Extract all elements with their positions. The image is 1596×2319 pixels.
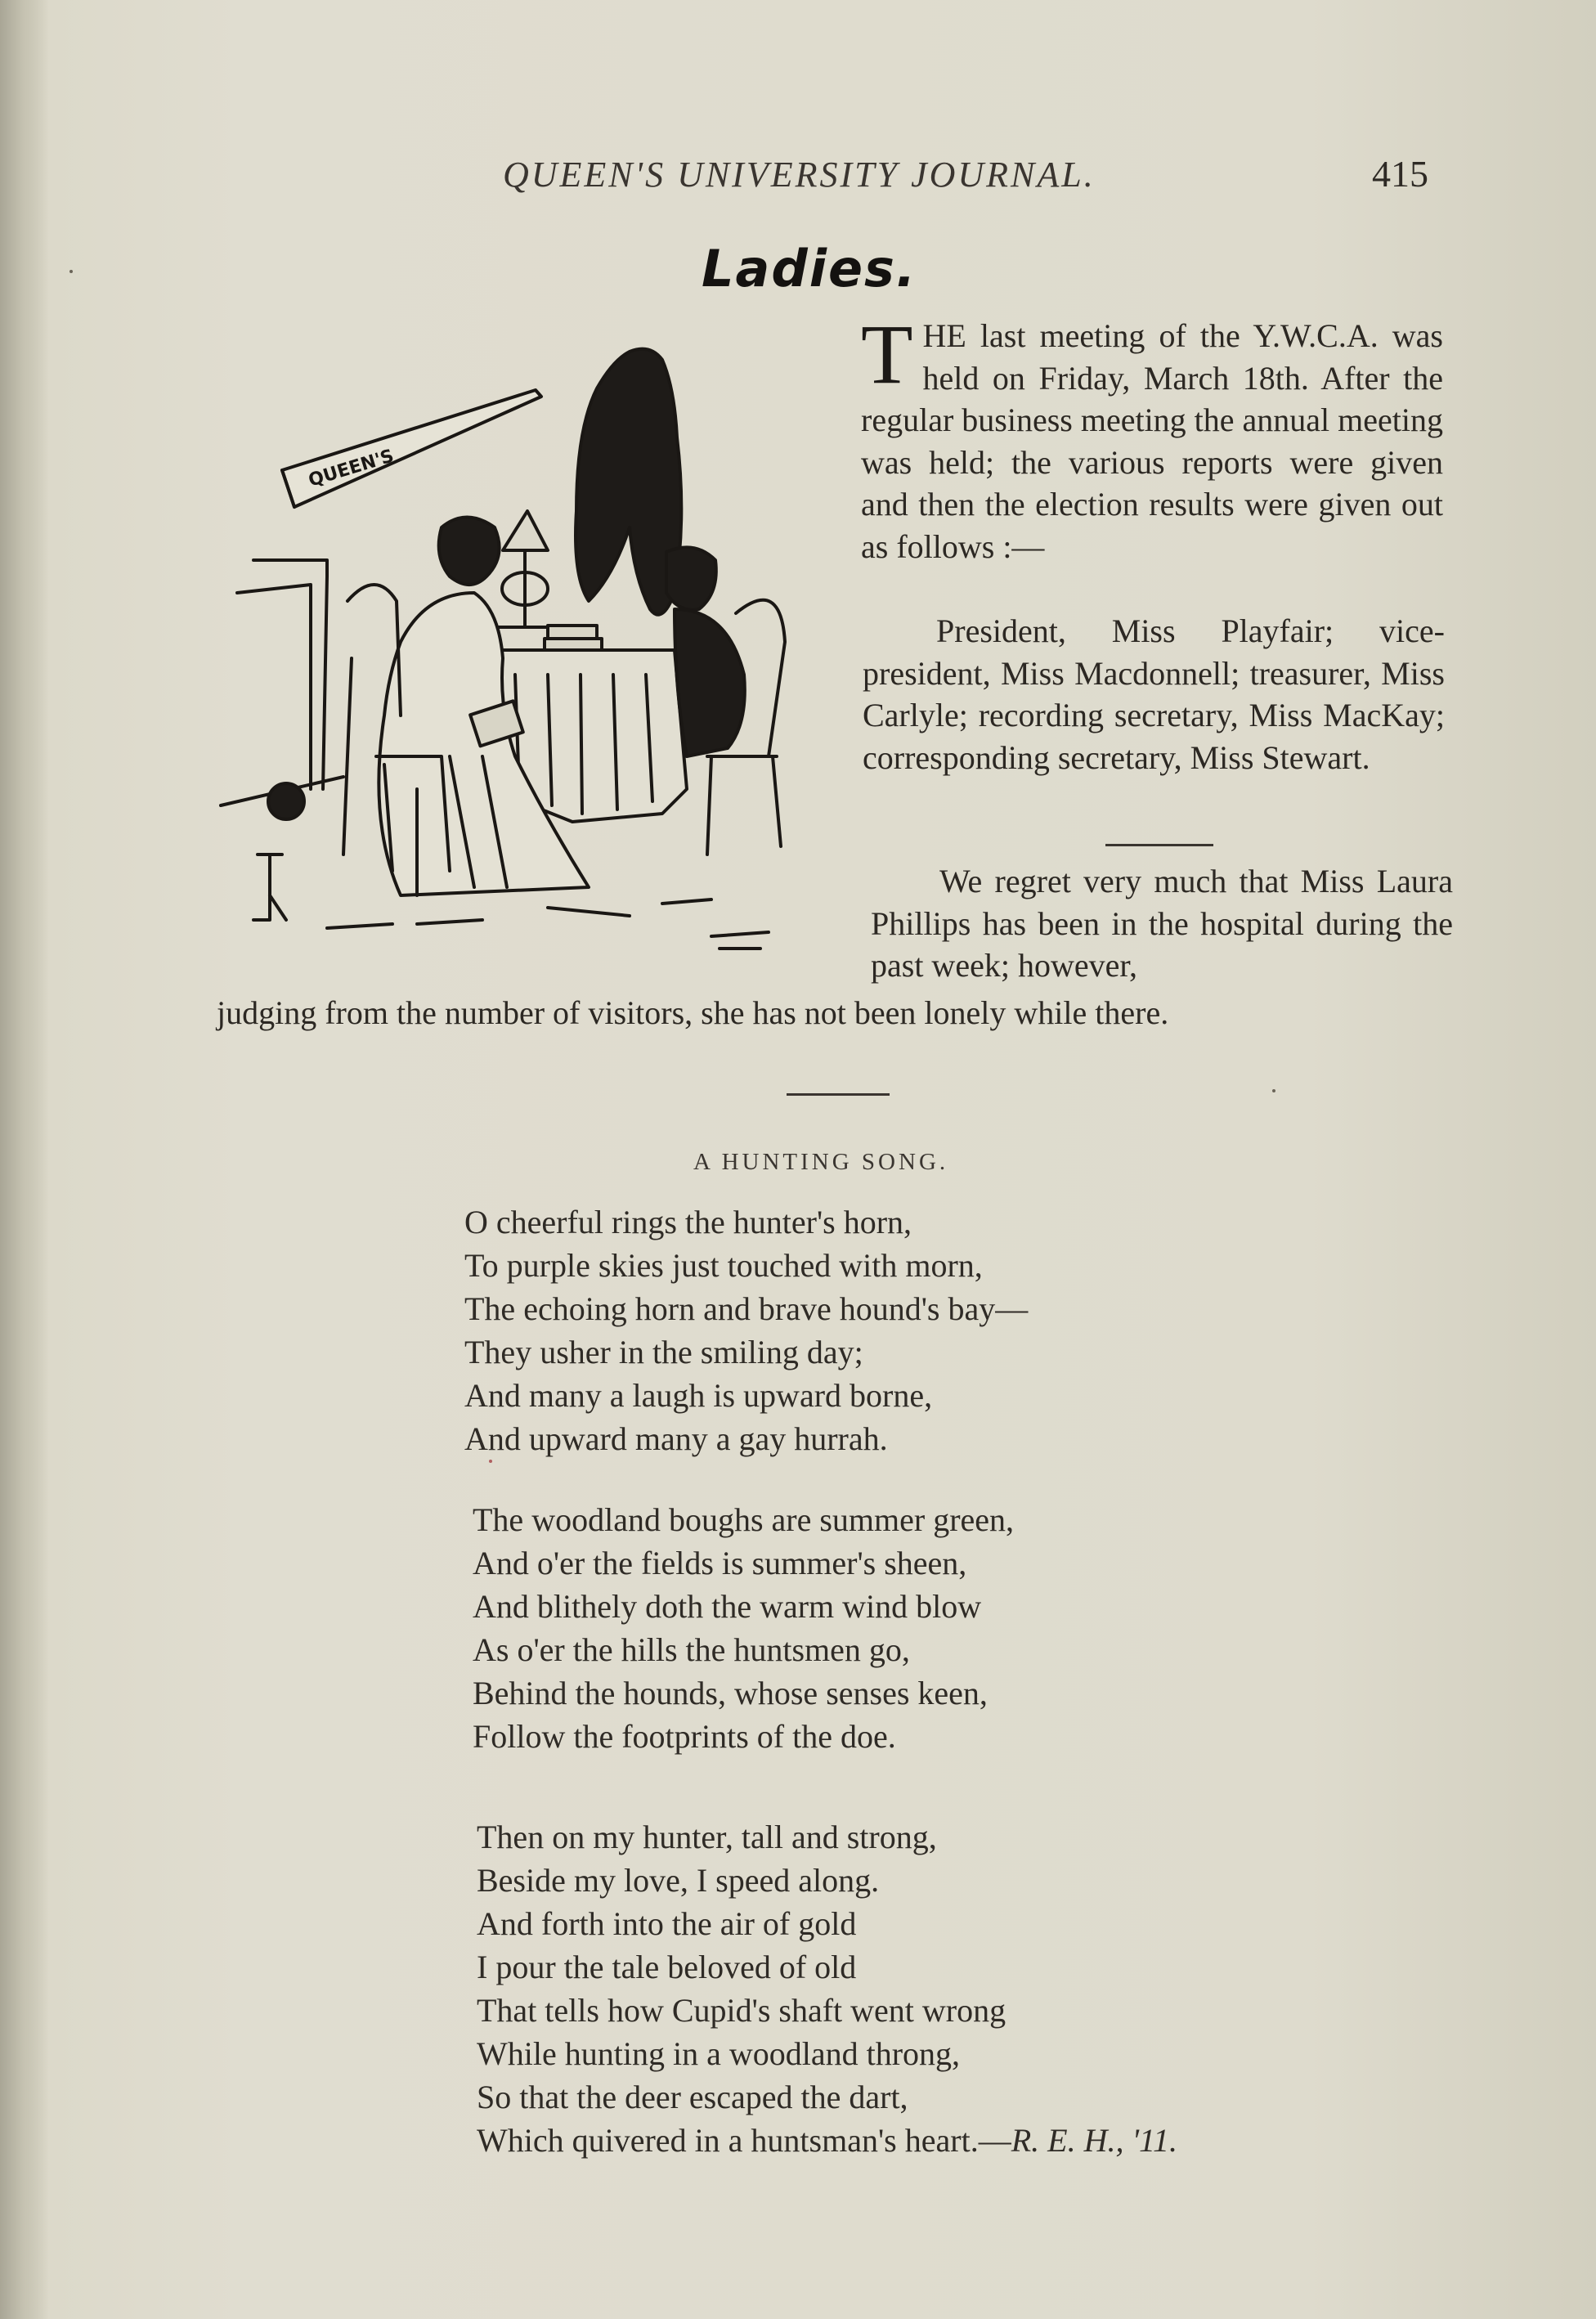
poem-line: And o'er the fields is summer's sheen, <box>473 1545 967 1581</box>
paper-speck <box>1272 1089 1275 1092</box>
poem-stanza-1 <box>464 1200 1028 1460</box>
page-number: 415 <box>1372 153 1428 195</box>
poem-line: The echoing horn and brave hound's bay— <box>464 1290 1029 1327</box>
article-paragraph-1 <box>861 307 1444 567</box>
poem-line: To purple skies just touched with morn, <box>464 1247 983 1284</box>
poem-line-text: Which quivered in a huntsman's heart.— <box>477 2122 1011 2159</box>
poem-line: Beside my love, I speed along. <box>477 1862 880 1899</box>
poem-line: While hunting in a woodland throng, <box>477 2035 961 2072</box>
poem-line: As o'er the hills the huntsmen go, <box>473 1631 910 1668</box>
poem-line: And forth into the air of gold <box>477 1905 857 1942</box>
poem-line: And upward many a gay hurrah. <box>464 1420 888 1457</box>
poem-line: And blithely doth the warm wind blow <box>473 1588 982 1625</box>
running-head: QUEEN'S UNIVERSITY JOURNAL. <box>503 155 1096 195</box>
paper-speck <box>69 270 73 273</box>
binding-shadow <box>0 0 49 2319</box>
floor-lines <box>327 899 769 949</box>
article-p1-text: HE last meeting of the Y.W.C.A. was held on Friday, March 18th. After the regular business meeting the annual meeting was held; the various reports were given and then the election results were given out as follows :— <box>861 317 1444 565</box>
stool <box>253 854 286 920</box>
poem-line: The woodland boughs are summer green, <box>473 1501 1015 1538</box>
drop-cap: T <box>861 307 913 401</box>
poem-last-line <box>477 2119 1177 2162</box>
seated-woman-right <box>666 547 716 609</box>
section-title: Ladies. <box>702 239 917 298</box>
poem-stanza-3 <box>477 1815 1177 2162</box>
poem-line: O cheerful rings the hunter's horn, <box>464 1204 912 1240</box>
poem-line: Then on my hunter, tall and strong, <box>477 1819 937 1855</box>
article-paragraph-3-tail: judging from the number of visitors, she has not been lonely while there. <box>217 994 1169 1031</box>
poem-line: That tells how Cupid's shaft went wrong <box>477 1992 1006 2029</box>
article-paragraph-3: We regret very much that Miss Laura Phillips has been in the hospital during the past week; however, <box>871 863 1453 984</box>
seated-woman-left <box>439 518 500 585</box>
pennant-text: QUEEN'S <box>306 446 397 491</box>
poem-line: Behind the hounds, whose senses keen, <box>473 1675 988 1711</box>
pennant-shape <box>282 390 541 507</box>
poem-line: I pour the tale beloved of old <box>477 1949 857 1985</box>
lamp-shape <box>503 511 548 550</box>
center-rule <box>787 1093 890 1096</box>
poem-line: Follow the footprints of the doe. <box>473 1718 896 1755</box>
paper-speck <box>489 1460 492 1463</box>
poem-line: And many a laugh is upward borne, <box>464 1377 933 1414</box>
ladies-illustration <box>204 331 793 977</box>
poem-title: A HUNTING SONG. <box>693 1149 949 1175</box>
poem-stanza-2 <box>473 1498 1014 1758</box>
poem-line: So that the deer escaped the dart, <box>477 2079 908 2115</box>
article-paragraph-2: President, Miss Playfair; vice-president, Miss Macdonnell; treasurer, Miss Carlyle; recording secretary, Miss MacKay; corresponding secretary, Miss Stewart. <box>863 612 1445 776</box>
poem-attribution: R. E. H., '11. <box>1011 2122 1178 2159</box>
golf-clubs <box>221 560 343 805</box>
poem-line: They usher in the smiling day; <box>464 1334 863 1370</box>
section-rule <box>1105 844 1213 846</box>
